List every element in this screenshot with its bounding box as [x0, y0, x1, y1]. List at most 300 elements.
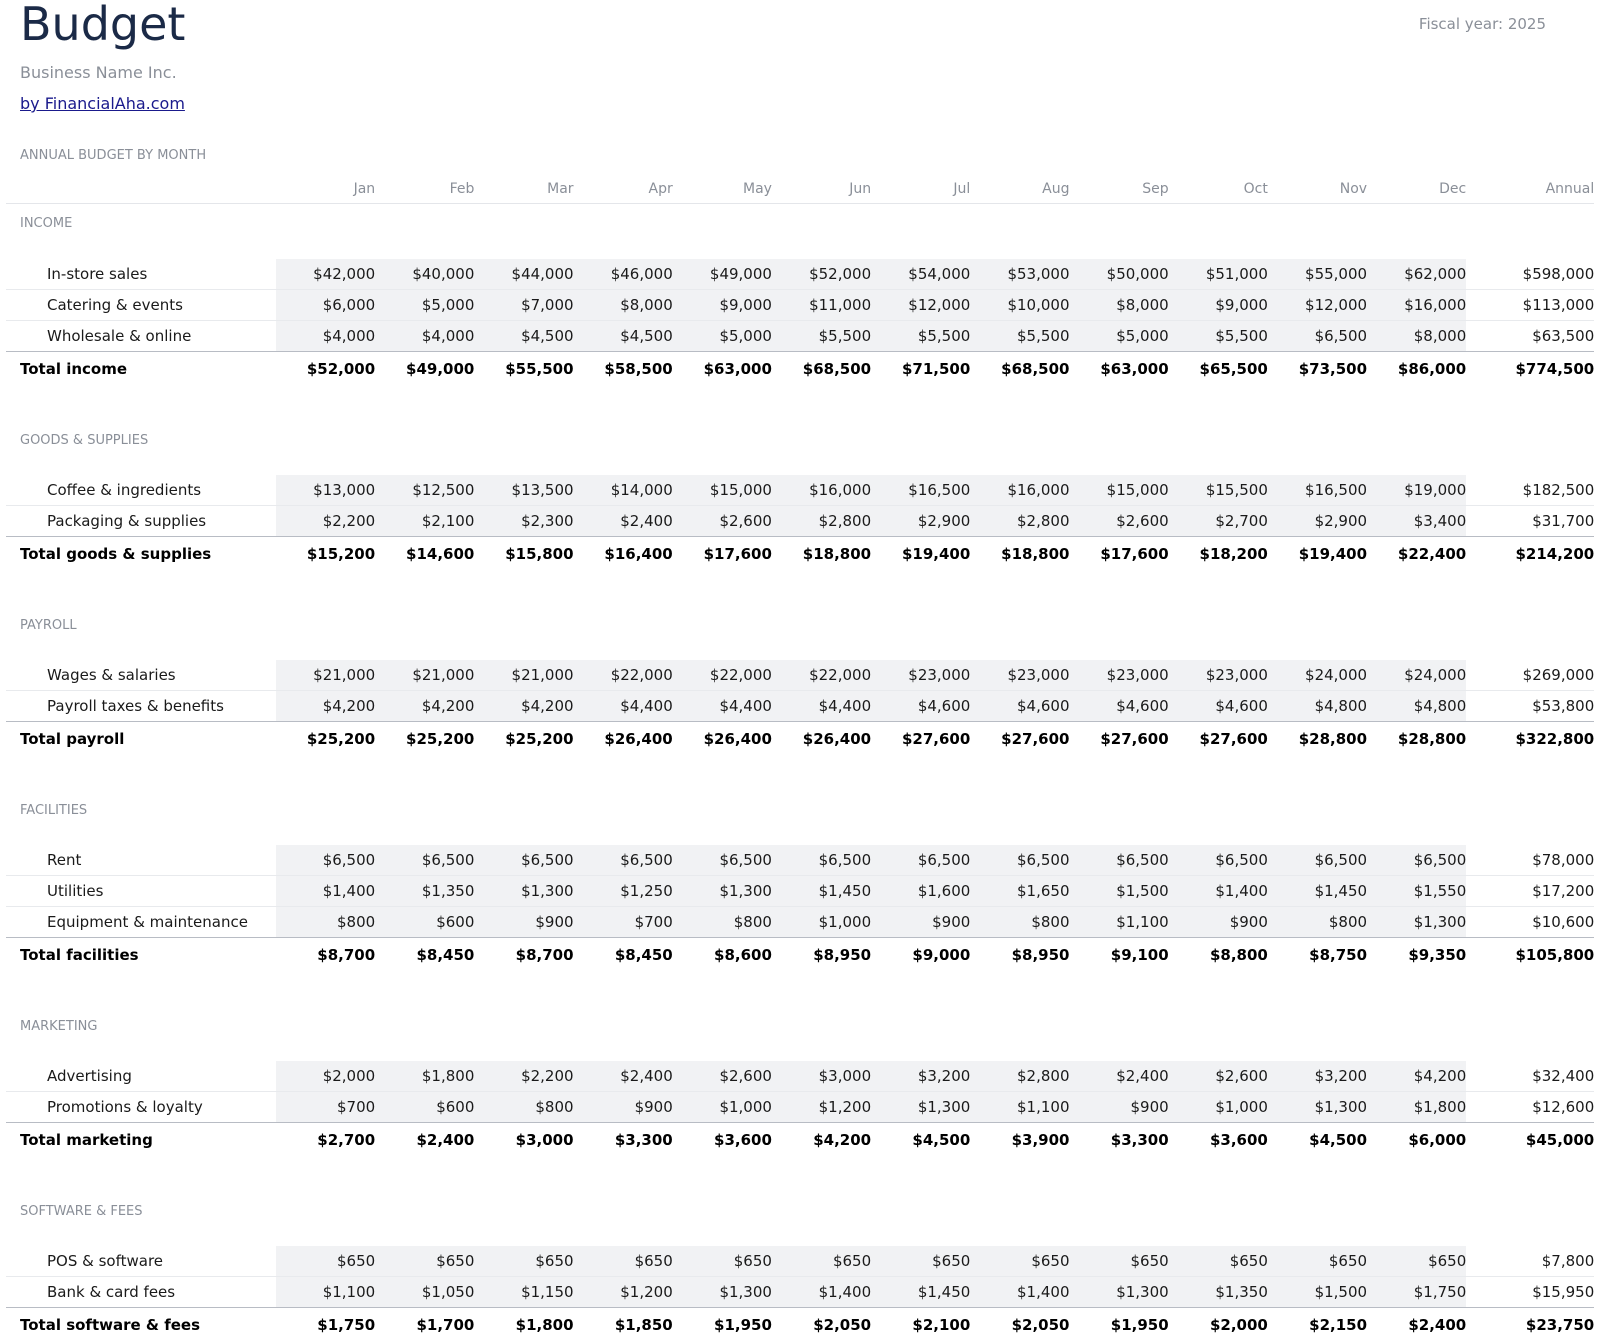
spacer-cell — [6, 1229, 1594, 1246]
month-cell[interactable]: $1,000 — [772, 907, 871, 938]
total-cell: $26,400 — [673, 722, 772, 756]
annual-total-cell: $322,800 — [1466, 722, 1594, 756]
month-cell[interactable]: $13,000 — [276, 475, 375, 506]
month-cell[interactable]: $900 — [871, 907, 970, 938]
month-cell[interactable]: $6,500 — [1268, 845, 1367, 876]
total-cell: $19,400 — [871, 537, 970, 571]
total-cell: $6,000 — [1367, 1123, 1466, 1157]
month-cell[interactable]: $5,500 — [772, 321, 871, 352]
section-title: SOFTWARE & FEES — [6, 1193, 1594, 1229]
month-cell[interactable]: $800 — [970, 907, 1069, 938]
total-cell: $18,200 — [1169, 537, 1268, 571]
annual-column-header: Annual — [1466, 175, 1594, 204]
section-spacer — [6, 385, 1594, 422]
section-spacer — [6, 1229, 1594, 1246]
month-cell[interactable]: $6,500 — [474, 845, 573, 876]
month-cell[interactable]: $650 — [375, 1246, 474, 1277]
column-header: Apr — [574, 175, 673, 204]
total-cell: $8,700 — [474, 938, 573, 972]
month-cell[interactable]: $8,000 — [574, 290, 673, 321]
total-cell: $63,000 — [673, 352, 772, 386]
month-cell[interactable]: $4,800 — [1268, 691, 1367, 722]
total-cell: $2,700 — [276, 1123, 375, 1157]
month-cell[interactable]: $5,500 — [1169, 321, 1268, 352]
total-cell: $8,700 — [276, 938, 375, 972]
total-cell: $4,200 — [772, 1123, 871, 1157]
section-header-row — [6, 792, 1594, 828]
month-cell[interactable]: $8,000 — [1367, 321, 1466, 352]
total-cell: $8,950 — [772, 938, 871, 972]
spacer-cell — [6, 828, 1594, 845]
total-label: Total software & fees — [6, 1308, 276, 1341]
total-cell: $86,000 — [1367, 352, 1466, 386]
total-cell: $9,100 — [1070, 938, 1169, 972]
month-cell[interactable]: $1,350 — [1169, 1277, 1268, 1308]
row-label: POS & software — [6, 1246, 276, 1277]
section-header-row — [6, 1008, 1594, 1044]
total-cell: $27,600 — [871, 722, 970, 756]
month-cell[interactable]: $6,500 — [970, 845, 1069, 876]
month-cell[interactable]: $13,500 — [474, 475, 573, 506]
month-cell[interactable]: $1,400 — [276, 876, 375, 907]
section-spacer — [6, 643, 1594, 660]
total-cell: $2,150 — [1268, 1308, 1367, 1341]
annual-cell[interactable]: $7,800 — [1466, 1246, 1594, 1277]
total-cell: $1,850 — [574, 1308, 673, 1341]
month-cell[interactable]: $62,000 — [1367, 259, 1466, 290]
month-cell[interactable]: $650 — [276, 1246, 375, 1277]
month-cell[interactable]: $51,000 — [1169, 259, 1268, 290]
month-cell[interactable]: $1,600 — [871, 876, 970, 907]
table-row — [6, 506, 1594, 537]
month-cell[interactable]: $3,200 — [1268, 1061, 1367, 1092]
annual-cell[interactable]: $63,500 — [1466, 321, 1594, 352]
header-row — [6, 175, 1594, 204]
table-row — [6, 259, 1594, 290]
month-cell[interactable]: $2,600 — [1169, 1061, 1268, 1092]
total-cell: $28,800 — [1268, 722, 1367, 756]
spacer-cell — [6, 643, 1594, 660]
month-cell[interactable]: $4,400 — [574, 691, 673, 722]
total-cell: $9,000 — [871, 938, 970, 972]
month-cell[interactable]: $1,400 — [1169, 876, 1268, 907]
table-row — [6, 907, 1594, 938]
month-cell[interactable]: $1,050 — [375, 1277, 474, 1308]
month-cell[interactable]: $4,200 — [1367, 1061, 1466, 1092]
month-cell[interactable]: $7,000 — [474, 290, 573, 321]
total-cell: $3,600 — [1169, 1123, 1268, 1157]
table-row — [6, 290, 1594, 321]
total-cell: $17,600 — [673, 537, 772, 571]
month-cell[interactable]: $6,500 — [772, 845, 871, 876]
month-cell[interactable]: $6,500 — [1169, 845, 1268, 876]
column-header: Oct — [1169, 175, 1268, 204]
month-cell[interactable]: $50,000 — [1070, 259, 1169, 290]
month-cell[interactable]: $42,000 — [276, 259, 375, 290]
total-row — [6, 722, 1594, 756]
annual-total-cell: $774,500 — [1466, 352, 1594, 386]
month-cell[interactable]: $2,400 — [574, 1061, 673, 1092]
month-cell[interactable]: $1,100 — [1070, 907, 1169, 938]
month-cell[interactable]: $23,000 — [1169, 660, 1268, 691]
month-cell[interactable]: $4,600 — [871, 691, 970, 722]
month-cell[interactable]: $4,600 — [970, 691, 1069, 722]
month-cell[interactable]: $1,200 — [772, 1092, 871, 1123]
month-cell[interactable]: $1,500 — [1070, 876, 1169, 907]
section-spacer — [6, 1044, 1594, 1061]
month-cell[interactable]: $1,300 — [1367, 907, 1466, 938]
month-cell[interactable]: $600 — [375, 907, 474, 938]
month-cell[interactable]: $14,000 — [574, 475, 673, 506]
row-label: Catering & events — [6, 290, 276, 321]
month-cell[interactable]: $2,600 — [673, 1061, 772, 1092]
month-cell[interactable]: $9,000 — [1169, 290, 1268, 321]
month-cell[interactable]: $1,450 — [871, 1277, 970, 1308]
month-cell[interactable]: $3,000 — [772, 1061, 871, 1092]
month-cell[interactable]: $53,000 — [970, 259, 1069, 290]
month-cell[interactable]: $5,000 — [673, 321, 772, 352]
annual-cell[interactable]: $17,200 — [1466, 876, 1594, 907]
month-cell[interactable]: $4,500 — [574, 321, 673, 352]
month-cell[interactable]: $24,000 — [1367, 660, 1466, 691]
annual-cell[interactable]: $12,600 — [1466, 1092, 1594, 1123]
month-cell[interactable]: $650 — [1268, 1246, 1367, 1277]
month-cell[interactable]: $1,300 — [673, 1277, 772, 1308]
month-cell[interactable]: $2,700 — [1169, 506, 1268, 537]
month-cell[interactable]: $800 — [1268, 907, 1367, 938]
month-cell[interactable]: $10,000 — [970, 290, 1069, 321]
month-cell[interactable]: $24,000 — [1268, 660, 1367, 691]
total-cell: $73,500 — [1268, 352, 1367, 386]
month-cell[interactable]: $16,500 — [871, 475, 970, 506]
month-cell[interactable]: $650 — [871, 1246, 970, 1277]
table-row — [6, 845, 1594, 876]
spacer-cell — [6, 1156, 1594, 1193]
month-cell[interactable]: $1,100 — [970, 1092, 1069, 1123]
total-cell: $8,750 — [1268, 938, 1367, 972]
annual-cell[interactable]: $10,600 — [1466, 907, 1594, 938]
month-cell[interactable]: $12,000 — [871, 290, 970, 321]
column-header: May — [673, 175, 772, 204]
section-title: INCOME — [6, 204, 1594, 243]
month-cell[interactable]: $23,000 — [970, 660, 1069, 691]
month-cell[interactable]: $2,200 — [474, 1061, 573, 1092]
month-cell[interactable]: $52,000 — [772, 259, 871, 290]
month-cell[interactable]: $1,250 — [574, 876, 673, 907]
annual-cell[interactable]: $78,000 — [1466, 845, 1594, 876]
month-cell[interactable]: $2,800 — [772, 506, 871, 537]
month-cell[interactable]: $650 — [673, 1246, 772, 1277]
month-cell[interactable]: $2,000 — [276, 1061, 375, 1092]
month-cell[interactable]: $22,000 — [772, 660, 871, 691]
month-cell[interactable]: $3,400 — [1367, 506, 1466, 537]
total-cell: $3,900 — [970, 1123, 1069, 1157]
total-cell: $26,400 — [772, 722, 871, 756]
month-cell[interactable]: $16,000 — [772, 475, 871, 506]
section-spacer — [6, 242, 1594, 259]
month-cell[interactable]: $800 — [276, 907, 375, 938]
row-label: Promotions & loyalty — [6, 1092, 276, 1123]
month-cell[interactable]: $4,200 — [375, 691, 474, 722]
total-cell: $2,100 — [871, 1308, 970, 1341]
spacer-cell — [6, 458, 1594, 475]
total-cell: $16,400 — [574, 537, 673, 571]
month-cell[interactable]: $2,400 — [574, 506, 673, 537]
month-cell[interactable]: $1,000 — [1169, 1092, 1268, 1123]
fiscal-year: Fiscal year: 2025 — [1419, 15, 1546, 33]
spacer-cell — [6, 971, 1594, 1008]
annual-total-cell: $23,750 — [1466, 1308, 1594, 1341]
month-cell[interactable]: $1,000 — [673, 1092, 772, 1123]
total-cell: $27,600 — [1169, 722, 1268, 756]
total-cell: $1,800 — [474, 1308, 573, 1341]
month-cell[interactable]: $23,000 — [871, 660, 970, 691]
month-cell[interactable]: $21,000 — [474, 660, 573, 691]
month-cell[interactable]: $700 — [574, 907, 673, 938]
month-cell[interactable]: $6,500 — [276, 845, 375, 876]
column-header: Sep — [1070, 175, 1169, 204]
annual-cell[interactable]: $15,950 — [1466, 1277, 1594, 1308]
annual-cell[interactable]: $598,000 — [1466, 259, 1594, 290]
month-cell[interactable]: $900 — [1070, 1092, 1169, 1123]
month-cell[interactable]: $1,450 — [1268, 876, 1367, 907]
month-cell[interactable]: $4,400 — [673, 691, 772, 722]
column-header: Jul — [871, 175, 970, 204]
month-cell[interactable]: $1,450 — [772, 876, 871, 907]
budget-table — [6, 175, 1594, 1341]
month-cell[interactable]: $2,600 — [673, 506, 772, 537]
month-cell[interactable]: $16,000 — [970, 475, 1069, 506]
month-cell[interactable]: $54,000 — [871, 259, 970, 290]
section-title: MARKETING — [6, 1008, 1594, 1044]
month-cell[interactable]: $1,400 — [772, 1277, 871, 1308]
page-title: Budget — [20, 0, 185, 50]
total-cell: $9,350 — [1367, 938, 1466, 972]
annual-cell[interactable]: $182,500 — [1466, 475, 1594, 506]
month-cell[interactable]: $6,500 — [574, 845, 673, 876]
row-label: Payroll taxes & benefits — [6, 691, 276, 722]
month-cell[interactable]: $2,200 — [276, 506, 375, 537]
month-cell[interactable]: $4,400 — [772, 691, 871, 722]
total-cell: $3,000 — [474, 1123, 573, 1157]
total-cell: $27,600 — [1070, 722, 1169, 756]
month-cell[interactable]: $1,150 — [474, 1277, 573, 1308]
month-cell[interactable]: $4,500 — [474, 321, 573, 352]
month-cell[interactable]: $1,500 — [1268, 1277, 1367, 1308]
month-cell[interactable]: $650 — [1367, 1246, 1466, 1277]
column-header: Jun — [772, 175, 871, 204]
annual-cell[interactable]: $53,800 — [1466, 691, 1594, 722]
month-cell[interactable]: $1,550 — [1367, 876, 1466, 907]
row-label: Wholesale & online — [6, 321, 276, 352]
month-cell[interactable]: $650 — [574, 1246, 673, 1277]
month-cell[interactable]: $15,000 — [673, 475, 772, 506]
month-cell[interactable]: $650 — [970, 1246, 1069, 1277]
spacer-cell — [6, 385, 1594, 422]
table-row — [6, 660, 1594, 691]
total-cell: $8,450 — [375, 938, 474, 972]
month-cell[interactable]: $1,300 — [871, 1092, 970, 1123]
annual-cell[interactable]: $32,400 — [1466, 1061, 1594, 1092]
month-cell[interactable]: $1,300 — [1070, 1277, 1169, 1308]
row-label: In-store sales — [6, 259, 276, 290]
total-cell: $3,300 — [1070, 1123, 1169, 1157]
month-cell[interactable]: $9,000 — [673, 290, 772, 321]
month-cell[interactable]: $6,500 — [1268, 321, 1367, 352]
month-cell[interactable]: $2,400 — [1070, 1061, 1169, 1092]
annual-cell[interactable]: $269,000 — [1466, 660, 1594, 691]
month-cell[interactable]: $2,100 — [375, 506, 474, 537]
table-row — [6, 1246, 1594, 1277]
total-cell: $25,200 — [276, 722, 375, 756]
month-cell[interactable]: $6,500 — [1070, 845, 1169, 876]
section-header-row — [6, 422, 1594, 458]
table-row — [6, 691, 1594, 722]
month-cell[interactable]: $2,800 — [970, 506, 1069, 537]
month-cell[interactable]: $22,000 — [574, 660, 673, 691]
month-cell[interactable]: $4,000 — [375, 321, 474, 352]
month-cell[interactable]: $16,000 — [1367, 290, 1466, 321]
month-cell[interactable]: $2,900 — [1268, 506, 1367, 537]
month-cell[interactable]: $4,600 — [1169, 691, 1268, 722]
month-cell[interactable]: $5,000 — [375, 290, 474, 321]
table-row — [6, 475, 1594, 506]
month-cell[interactable]: $44,000 — [474, 259, 573, 290]
total-cell: $25,200 — [375, 722, 474, 756]
total-cell: $2,050 — [772, 1308, 871, 1341]
total-cell: $26,400 — [574, 722, 673, 756]
total-cell: $1,750 — [276, 1308, 375, 1341]
section-header-row — [6, 1193, 1594, 1229]
month-cell[interactable]: $11,000 — [772, 290, 871, 321]
month-cell[interactable]: $4,200 — [276, 691, 375, 722]
month-cell[interactable]: $1,750 — [1367, 1277, 1466, 1308]
total-cell: $68,500 — [772, 352, 871, 386]
month-cell[interactable]: $2,600 — [1070, 506, 1169, 537]
month-cell[interactable]: $46,000 — [574, 259, 673, 290]
month-cell[interactable]: $900 — [474, 907, 573, 938]
month-cell[interactable]: $1,100 — [276, 1277, 375, 1308]
month-cell[interactable]: $600 — [375, 1092, 474, 1123]
month-cell[interactable]: $1,400 — [970, 1277, 1069, 1308]
source-link[interactable]: by FinancialAha.com — [20, 94, 185, 113]
total-cell: $22,400 — [1367, 537, 1466, 571]
total-label: Total marketing — [6, 1123, 276, 1157]
month-cell[interactable]: $4,800 — [1367, 691, 1466, 722]
month-cell[interactable]: $1,300 — [673, 876, 772, 907]
month-cell[interactable]: $700 — [276, 1092, 375, 1123]
section-title: PAYROLL — [6, 607, 1594, 643]
month-cell[interactable]: $19,000 — [1367, 475, 1466, 506]
month-cell[interactable]: $21,000 — [375, 660, 474, 691]
month-cell[interactable]: $40,000 — [375, 259, 474, 290]
month-cell[interactable]: $1,300 — [1268, 1092, 1367, 1123]
month-cell[interactable]: $900 — [574, 1092, 673, 1123]
total-cell: $3,300 — [574, 1123, 673, 1157]
month-cell[interactable]: $650 — [474, 1246, 573, 1277]
month-cell[interactable]: $800 — [673, 907, 772, 938]
month-cell[interactable]: $4,600 — [1070, 691, 1169, 722]
total-cell: $25,200 — [474, 722, 573, 756]
month-cell[interactable]: $12,000 — [1268, 290, 1367, 321]
month-cell[interactable]: $12,500 — [375, 475, 474, 506]
month-cell[interactable]: $1,300 — [474, 876, 573, 907]
month-cell[interactable]: $4,200 — [474, 691, 573, 722]
total-cell: $8,450 — [574, 938, 673, 972]
month-cell[interactable]: $900 — [1169, 907, 1268, 938]
month-cell[interactable]: $22,000 — [673, 660, 772, 691]
month-cell[interactable]: $55,000 — [1268, 259, 1367, 290]
total-cell: $52,000 — [276, 352, 375, 386]
column-header: Jan — [276, 175, 375, 204]
month-cell[interactable]: $650 — [1169, 1246, 1268, 1277]
month-cell[interactable]: $1,800 — [375, 1061, 474, 1092]
month-cell[interactable]: $800 — [474, 1092, 573, 1123]
total-label: Total goods & supplies — [6, 537, 276, 571]
spacer-cell — [6, 242, 1594, 259]
month-cell[interactable]: $6,500 — [375, 845, 474, 876]
column-header: Nov — [1268, 175, 1367, 204]
total-cell: $55,500 — [474, 352, 573, 386]
month-cell[interactable]: $1,350 — [375, 876, 474, 907]
section-header-row — [6, 204, 1594, 243]
total-cell: $14,600 — [375, 537, 474, 571]
column-header: Feb — [375, 175, 474, 204]
month-cell[interactable]: $4,000 — [276, 321, 375, 352]
month-cell[interactable]: $6,500 — [871, 845, 970, 876]
month-cell[interactable]: $8,000 — [1070, 290, 1169, 321]
month-cell[interactable]: $650 — [772, 1246, 871, 1277]
month-cell[interactable]: $6,500 — [1367, 845, 1466, 876]
total-cell: $1,950 — [1070, 1308, 1169, 1341]
month-cell[interactable]: $6,500 — [673, 845, 772, 876]
month-cell[interactable]: $650 — [1070, 1246, 1169, 1277]
month-cell[interactable]: $16,500 — [1268, 475, 1367, 506]
row-label: Equipment & maintenance — [6, 907, 276, 938]
month-cell[interactable]: $23,000 — [1070, 660, 1169, 691]
month-cell[interactable]: $2,900 — [871, 506, 970, 537]
total-row — [6, 1308, 1594, 1341]
month-cell[interactable]: $1,800 — [1367, 1092, 1466, 1123]
total-cell: $2,400 — [1367, 1308, 1466, 1341]
annual-cell[interactable]: $113,000 — [1466, 290, 1594, 321]
month-cell[interactable]: $15,500 — [1169, 475, 1268, 506]
month-cell[interactable]: $3,200 — [871, 1061, 970, 1092]
month-cell[interactable]: $49,000 — [673, 259, 772, 290]
month-cell[interactable]: $15,000 — [1070, 475, 1169, 506]
budget-body — [6, 204, 1594, 1341]
annual-cell[interactable]: $31,700 — [1466, 506, 1594, 537]
month-cell[interactable]: $1,200 — [574, 1277, 673, 1308]
section-spacer — [6, 570, 1594, 607]
total-label: Total income — [6, 352, 276, 386]
month-cell[interactable]: $21,000 — [276, 660, 375, 691]
month-cell[interactable]: $2,800 — [970, 1061, 1069, 1092]
table-row — [6, 876, 1594, 907]
month-cell[interactable]: $5,500 — [970, 321, 1069, 352]
table-row — [6, 1061, 1594, 1092]
month-cell[interactable]: $6,000 — [276, 290, 375, 321]
month-cell[interactable]: $1,650 — [970, 876, 1069, 907]
month-cell[interactable]: $5,000 — [1070, 321, 1169, 352]
month-cell[interactable]: $2,300 — [474, 506, 573, 537]
month-cell[interactable]: $5,500 — [871, 321, 970, 352]
total-label: Total facilities — [6, 938, 276, 972]
column-header: Mar — [474, 175, 573, 204]
total-cell: $8,800 — [1169, 938, 1268, 972]
row-label: Coffee & ingredients — [6, 475, 276, 506]
total-row — [6, 938, 1594, 972]
